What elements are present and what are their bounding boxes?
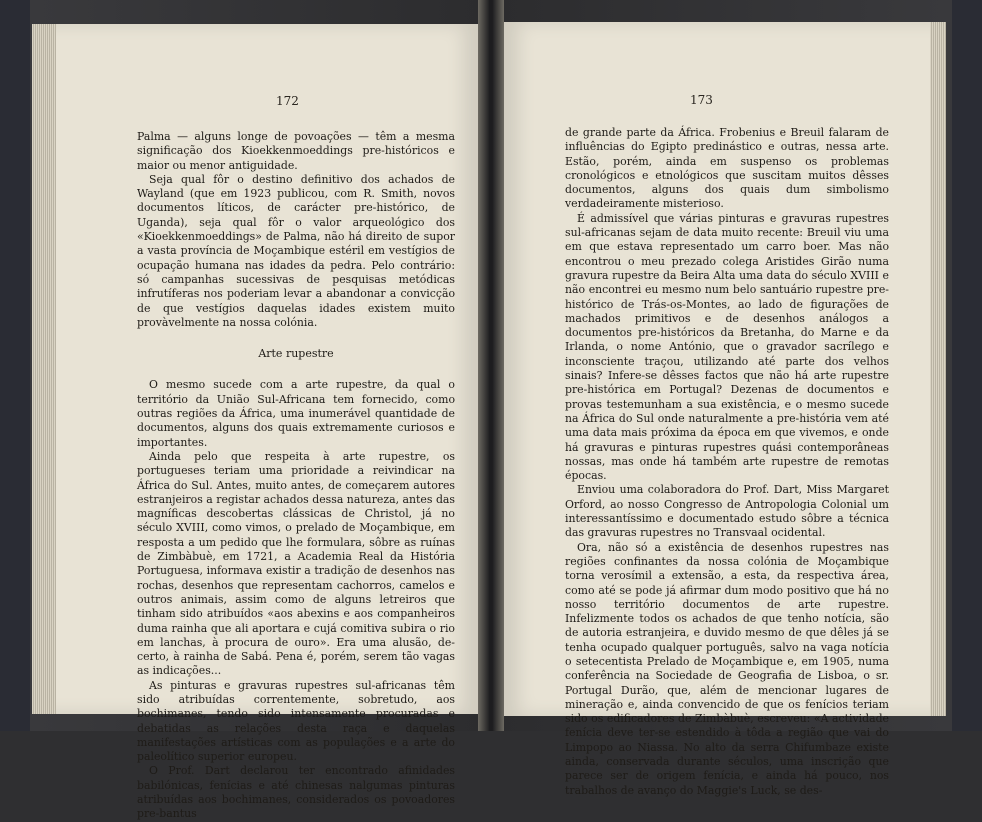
- left-page-text: [137, 130, 455, 822]
- paragraph: Ainda pelo que respeita à arte rupestre, os portugueses teriam uma prioridade a reivindicar na África do Sul. Antes, muito antes, de começarem autores estranjeiros a registar achados dessa natureza, antes das magníficas descobertas clássicas de Christol, já no século XVIII, como vimos, o prelado de Moçambique, em resposta a um pedido que lhe formulara, sôbre as ruínas de Zimbàbuè, em 1721, a Academia Real da História Portuguesa, informava existir a tradição de desenhos nas rochas, desenhos que representam cachorros, camelos e outros animais, assim como de alguns letreiros que tinham sido atribuídos «aos abexins e aos companheiros duma rainha que ali aportara e cujá comitiva subira o rio em lanchas, à procura de ouro». Era uma alusão, de-certo, à rainha de Sabá. Pena é, porém, serem tão vagas as indicações...: [137, 449, 455, 678]
- right-page-edges: [930, 22, 946, 716]
- right-page: [504, 22, 946, 797]
- left-page: [32, 24, 478, 821]
- right-page-text: [565, 126, 889, 798]
- paragraph: Seja qual fôr o destino definitivo dos achados de Wayland (que em 1923 publicou, com R. Smith, novos documentos líticos, de carácter pre-histórico, de Uganda), seja qual fôr o valor arqueológico dos «Kioekkenmoeddings» de Palma, não há direito de supor a vasta província de Moçambique estéril em vestígios de ocupação humana nas idades da pedra. Pelo contrário: só campanhas sucessivas de pesquisas metódicas infrutíferas nos poderiam levar a abandonar a convicção de que vestígios daquelas idades existem muito provàvelmente na nossa colónia.: [137, 172, 455, 329]
- paragraph: Palma — alguns longe de povoações — têm a mesma significação dos Kioekkenmoeddings pre-históricos e maior ou menor antiguidade.: [137, 130, 455, 172]
- left-cover-edge: [0, 0, 30, 731]
- left-page-edges: [32, 24, 56, 714]
- paragraph: O Prof. Dart declarou ter encontrado afinidades babilónicas, fenícias e até chinesas nalgumas pinturas atribuídas aos bochimanes, considerados os povoadores pre-bantus: [137, 764, 455, 821]
- paragraph: de grande parte da África. Frobenius e Breuil falaram de influências do Egipto predinástico e outras, nessa arte. Estão, porém, ainda em suspenso os problemas cronológicos e etnológicos que suscitam muitos dêsses documentos, alguns dos quais dum simbolismo verdadeiramente misterioso.: [565, 126, 889, 211]
- section-heading: Arte rupestre: [258, 347, 334, 361]
- right-page-number: 173: [690, 93, 713, 107]
- right-cover-edge: [952, 0, 982, 731]
- paragraph: Ora, não só a existência de desenhos rupestres nas regiões confinantes da nossa colónia de Moçambique torna verosímil a extensão, a esta, da respectiva área, como até se pode já afirmar dum modo positivo que há no nosso território documentos de arte rupestre. Infelizmente todos os achados de que tenho notícia, são de autoria estranjeira, e duvido mesmo de que dêles já se tenha ocupado qualquer português, salvo na vaga notícia o setecentista Prelado de Moçambique e, em 1905, numa conferência na Sociedade de Geografia de Lisboa, o sr. Portugal Durão, que, além de mencionar lugares de mineração e, ainda convencido de que os fenícios teriam sido os edificadores de Zimbàbuè, escreveu: «A actividade fenícia deve ter-se estendido à tôda a região que vai do Limpopo ao Niassa. No alto da serra Chifumbaze existe ainda, conservada durante séculos, uma inscrição que parece ser de origem fenícia, e ainda há pouco, nos trabalhos de avanço do Maggie's Luck, se des-: [565, 540, 889, 797]
- book-gutter: [478, 0, 504, 731]
- paragraph: Enviou uma colaboradora do Prof. Dart, Miss Margaret Orford, ao nosso Congresso de Antropologia Colonial um interessantíssimo e documentado estudo sôbre a técnica das gravuras rupestres no Transvaal ocidental.: [565, 483, 889, 540]
- paragraph: O mesmo sucede com a arte rupestre, da qual o território da União Sul-Africana tem fornecido, como outras regiões da África, uma inumerável quantidade de documentos, alguns dos quais extremamente curiosos e importantes.: [137, 378, 455, 449]
- left-page-number: 172: [276, 94, 299, 108]
- paragraph: É admissível que várias pinturas e gravuras rupestres sul-africanas sejam de data muito recente: Breuil viu uma em que estava representado um carro boer. Mas não encontrou o meu prezado colega Aristides Girão numa gravura rupestre da Beira Alta uma data do século XVIII e não encontrei eu mesmo num belo santuário rupestre pre-histórico de Trás-os-Montes, ao lado de figurações de machados primitivos e de desenhos análogos a documentos pre-históricos da Bretanha, do Marne e da Irlanda, o nome António, que o gravador sacrílego e inconsciente traçou, utilizando até parte dos velhos sinais? Infere-se dêsses factos que não há arte rupestre pre-histórica em Portugal? Dezenas de documentos e provas testemunham a sua existência, e o mesmo sucede na África do Sul onde naturalmente a pre-história vem até uma data mais próxima da época em que vivemos, e onde há gravuras e pinturas rupestres quási contemporâneas nossas, mas onde há também arte rupestre de remotas épocas.: [565, 211, 889, 483]
- paragraph: As pinturas e gravuras rupestres sul-africanas têm sido atribuídas correntemente, sobretudo, aos bochimanes, tendo sido intensamente procuradas e debatidas as relações desta raça e daquelas manifestações artísticas com as populações e a arte do paleolítico superior europeu.: [137, 678, 455, 764]
